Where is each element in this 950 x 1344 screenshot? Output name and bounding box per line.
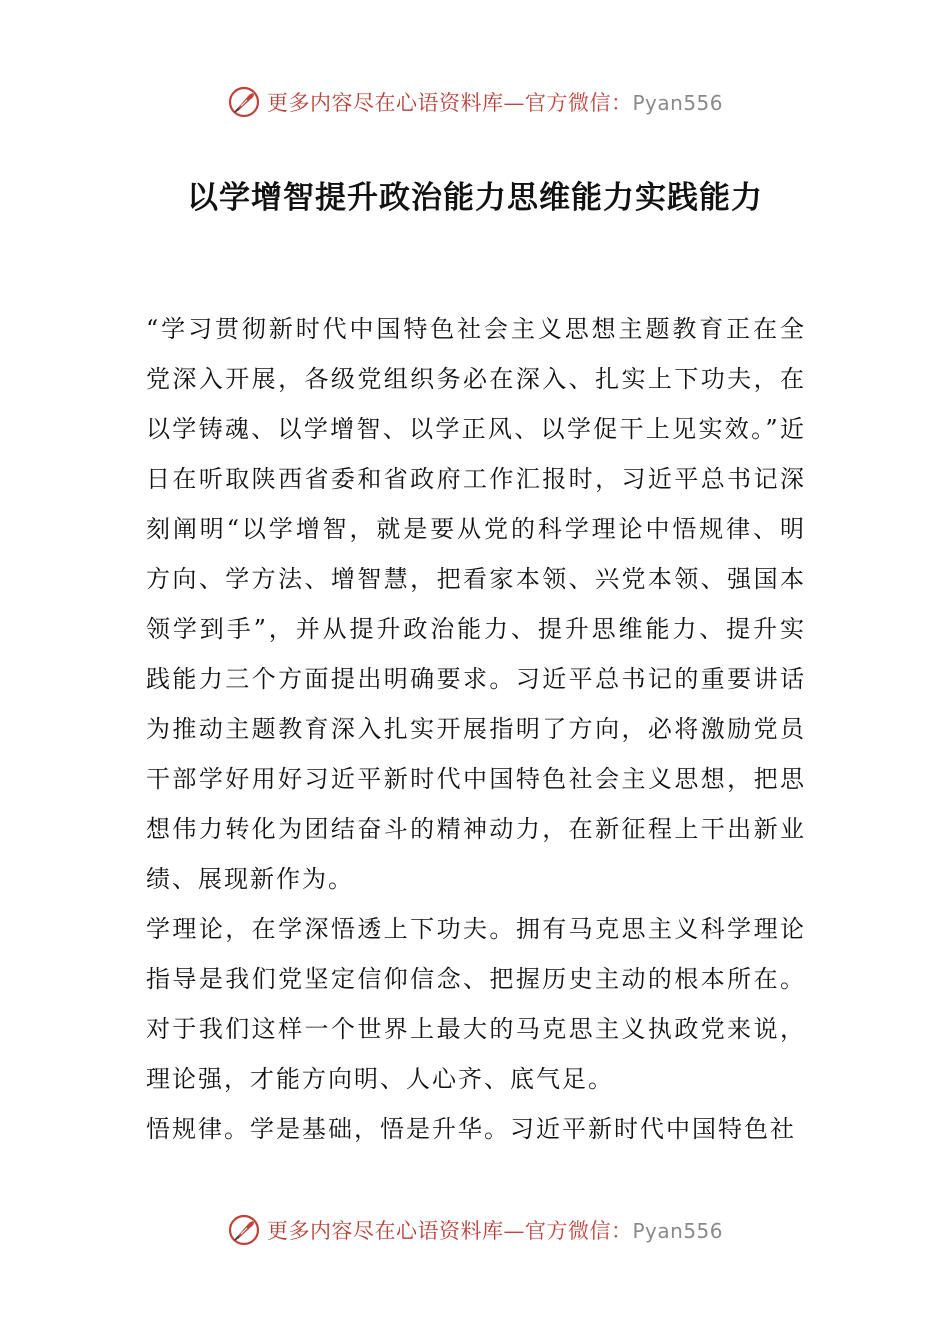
header-wechat-label: 官方微信： [524,91,633,115]
header-banner [0,82,950,122]
paragraph-theory: 学理论，在学深悟透上下功夫。拥有马克思主义科学理论指导是我们党坚定信仰信念、把握历史主动的根本所在。对于我们这样一个世界上最大的马克思主义执政党来说，理论强，才能方向明、人心齐、底气足。 [146,915,806,1093]
document-title: 以学增智提升政治能力思维能力实践能力 [187,180,763,216]
header-brand-text: 更多内容尽在心语资料库 [266,91,504,115]
paragraph-rules: 悟规律。学是基础，悟是升华。习近平新时代中国特色社 [146,1115,796,1143]
footer-separator: — [503,1219,525,1243]
header-banner-text [267,87,723,117]
footer-brand-text: 更多内容尽在心语资料库 [266,1219,504,1243]
quill-logo-icon [227,85,261,119]
header-wechat-id: Pyan556 [632,91,723,115]
footer-banner-text [267,1215,723,1245]
quill-logo-icon [227,1213,261,1247]
footer-wechat-id: Pyan556 [632,1219,723,1243]
footer-wechat-label: 官方微信： [524,1219,633,1243]
paragraph-intro: “学习贯彻新时代中国特色社会主义思想主题教育正在全党深入开展，各级党组织务必在深入、扎实上下功夫，在以学铸魂、以学增智、以学正风、以学促干上见实效。”近日在听取陕西省委和省政府工作汇报时，习近平总书记深刻阐明“以学增智，就是要从党的科学理论中悟规律、明方向、学方法、增智慧，把看家本领、兴党本领、强国本领学到手”，并从提升政治能力、提升思维能力、提升实践能力三个方面提出明确要求。习近平总书记的重要讲话为推动主题教育深入扎实开展指明了方向，必将激励党员干部学好用好习近平新时代中国特色社会主义思想，把思想伟力转化为团结奋斗的精神动力，在新征程上干出新业绩、展现新作为。 [146,315,806,893]
document-body [146,304,806,1154]
footer-banner [0,1210,950,1250]
header-separator: — [503,91,525,115]
